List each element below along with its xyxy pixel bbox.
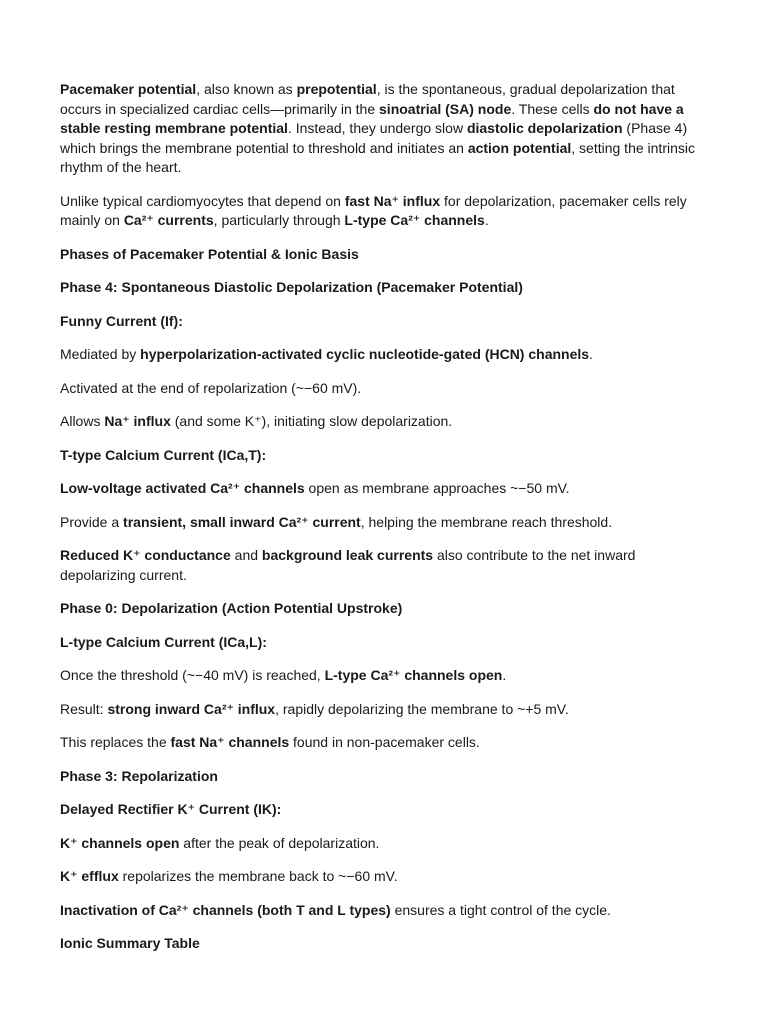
section-heading [60, 599, 710, 619]
bold-text: Phase 3: Repolarization [60, 767, 218, 784]
text-run: Unlike typical cardiomyocytes that depend on [60, 192, 345, 209]
section-heading [60, 633, 710, 653]
text-run: for depolarization, pacemaker cells rely mainly on [60, 192, 687, 228]
paragraph [60, 479, 710, 499]
bold-text: Phase 4: Spontaneous Diastolic Depolarization (Pacemaker Potential) [60, 279, 523, 295]
text-run: , rapidly depolarizing the membrane to ~+5 mV. [275, 700, 569, 717]
paragraph [60, 867, 710, 887]
text-run: Result: [60, 700, 108, 717]
bold-text: Phases of Pacemaker Potential & Ionic Basis [60, 245, 359, 262]
bold-text: diastolic depolarization [466, 120, 623, 136]
bold-text: hyperpolarization-activated cyclic nucleotide-gated (HCN) channels [140, 346, 590, 362]
text-run: repolarizes the membrane back to ~−60 mV. [118, 868, 398, 884]
bold-text: Low-voltage activated Ca²⁺ channels [60, 480, 305, 496]
text-run: . These cells [511, 100, 594, 117]
paragraph [60, 546, 710, 585]
paragraph [60, 80, 710, 178]
paragraph [60, 345, 710, 365]
bold-text: K⁺ channels open [60, 834, 180, 851]
text-run: Mediated by [60, 346, 141, 362]
bold-text: L-type Ca²⁺ channels [344, 212, 485, 228]
text-run: open as membrane approaches ~−50 mV. [304, 480, 570, 496]
text-run: . [484, 212, 489, 228]
text-run: , particularly through [213, 212, 345, 228]
text-run: . [589, 346, 593, 362]
text-run: This replaces the [60, 734, 171, 750]
bold-text: Na⁺ influx [104, 413, 171, 429]
text-run: , setting the intrinsic rhythm of the heart. [60, 139, 695, 175]
text-run: , also known as [196, 81, 297, 97]
bold-text: do not have a stable resting membrane potential [60, 100, 684, 136]
text-run: Provide a [60, 513, 124, 530]
section-heading [60, 934, 710, 954]
text-run: (and some K⁺), initiating slow depolarization. [170, 413, 453, 429]
paragraph [60, 834, 710, 854]
bold-text: T-type Calcium Current (ICa,T): [60, 446, 267, 463]
text-run: after the peak of depolarization. [179, 834, 380, 851]
bold-text: transient, small inward Ca²⁺ current [123, 513, 361, 530]
text-run: ensures a tight control of the cycle. [390, 901, 611, 918]
text-run: Allows [60, 413, 105, 429]
bold-text: Funny Current (If): [60, 312, 183, 329]
section-heading [60, 245, 710, 265]
paragraph [60, 379, 710, 399]
text-run: . [502, 667, 507, 683]
text-run: and [230, 547, 262, 563]
bold-text: L-type Calcium Current (ICa,L): [60, 633, 267, 650]
bold-text: Delayed Rectifier K⁺ Current (IK): [60, 801, 282, 817]
bold-text: sinoatrial (SA) node [379, 100, 512, 117]
paragraph [60, 733, 710, 753]
bold-text: prepotential [296, 81, 377, 97]
text-run: also contribute to the net inward depolarizing current. [60, 547, 636, 583]
bold-text: Ionic Summary Table [60, 935, 200, 951]
text-run: . Instead, they undergo slow [287, 120, 467, 136]
section-heading [60, 312, 710, 332]
document-body [60, 80, 708, 954]
bold-text: fast Na⁺ channels [170, 734, 290, 750]
paragraph [60, 412, 710, 432]
paragraph [60, 192, 710, 231]
section-heading [60, 767, 710, 787]
paragraph [60, 666, 710, 686]
text-run: , helping the membrane reach threshold. [360, 513, 613, 530]
bold-text: action potential [467, 139, 572, 156]
bold-text: L-type Ca²⁺ channels open [324, 667, 503, 683]
section-heading [60, 446, 710, 466]
text-run: found in non-pacemaker cells. [289, 734, 480, 750]
text-run: , is the spontaneous, gradual depolarization that occurs in specialized cardiac cells—primarily in the [60, 81, 675, 117]
bold-text: K⁺ efflux [60, 868, 119, 884]
bold-text: background leak currents [261, 547, 434, 563]
text-run: (Phase 4) which brings the membrane potential to threshold and initiates an [60, 120, 688, 156]
section-heading [60, 278, 710, 298]
bold-text: Pacemaker potential [60, 81, 197, 97]
paragraph [60, 513, 710, 533]
text-run: Activated at the end of repolarization (~−60 mV). [60, 379, 362, 396]
bold-text: Reduced K⁺ conductance [60, 547, 231, 563]
bold-text: Ca²⁺ currents [123, 212, 214, 228]
section-heading [60, 800, 710, 820]
bold-text: Phase 0: Depolarization (Action Potential Upstroke) [60, 600, 403, 616]
paragraph [60, 700, 710, 720]
bold-text: Inactivation of Ca²⁺ channels (both T and L types) [60, 901, 391, 918]
bold-text: strong inward Ca²⁺ influx [107, 700, 276, 717]
bold-text: fast Na⁺ influx [344, 192, 441, 209]
text-run: Once the threshold (~−40 mV) is reached, [60, 667, 325, 683]
paragraph [60, 901, 710, 921]
